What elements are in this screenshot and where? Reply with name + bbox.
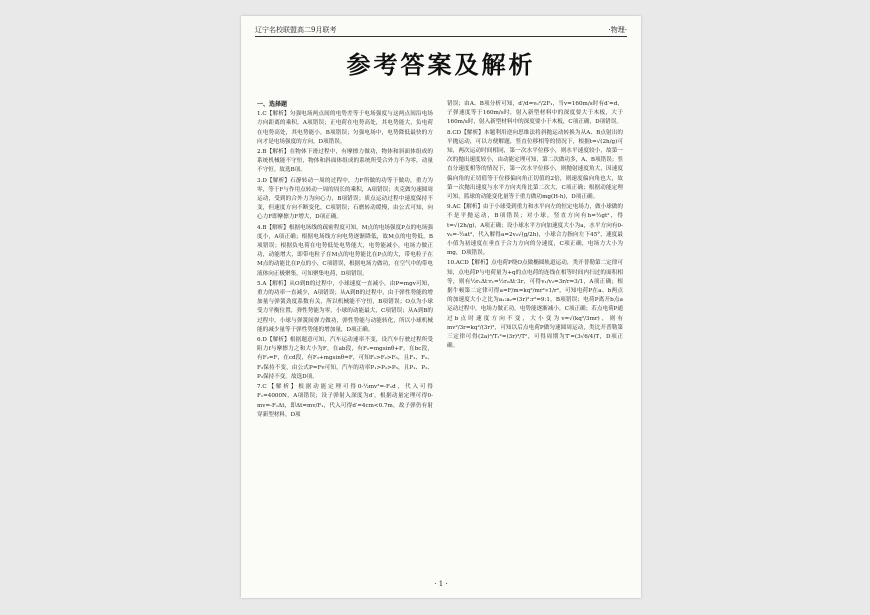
- page-title: 参考答案及解析: [346, 51, 536, 79]
- section-heading: 一、选择题: [257, 101, 288, 108]
- answer-item-1: 1.C【解析】匀强电场两点间的电势差等于电场强度与这两点间沿电场方向距离的乘积，A项错误；正电荷在电势高处，其电势能大，负电荷在电势高处，其电势能小，B项错误；匀强电场中，电势降低最快的方向才是电场强度的方向，D项错误。: [257, 111, 433, 145]
- answer-item-8: 8.CD【解析】本题利用逆向思维法将斜抛运动转换为从A、B点射出的平抛运动，可以方便解题，竖直位移相等的情况下，根据t=√(2h/g)可知，两次运动时间相同，第一次水平位移小，则水平速度较小，故第一次的抛出速度较小，由动能定理可知，第二次做功多，A、B项错误；竖直分速度相等的情况下，第一次水平位移小，则抛射速度角大，因速度偏向角的正切值等于位移偏向角正切值的2倍，则速度偏向角也大，故第一次抛出速度与水平方向夹角比第二次大，C项正确；根据动能定理可知，篮球的动能变化量等于重力做功mg(H-h)，D项正确。: [447, 129, 623, 201]
- answer-item-3: 3.D【解析】石静转动一周的过程中，力F所做的功等于做功，重力为零，等于F与作用点转动一周的周长的乘积，A项错误；夹克做匀速圆周运动，受到的合外力为向心力，B项错误；质点运动过程中速度保持不变，但速度方向不断变化，C项错误；石磨转动缓慢，由公式可知，向心力F即摩擦力F增大，D项正确。: [257, 177, 433, 221]
- document-page: [241, 16, 641, 598]
- header-exam-name: 辽宁名校联盟高二9月联考: [255, 26, 337, 34]
- answer-item-7: 7.C【解析】根据动能定理可得0-½mv²=-F₁d，代入可得F₁=4000N，A项错误；设子弹射入深度为d′，根据动量定理可得0-mv=-F₁Δt，即Δt=mv/F₁，代入可得d′=4cm<0.7m，故子弹仍有射穿新型材料，D项: [257, 384, 433, 418]
- header-subject: ·物理·: [608, 26, 627, 34]
- answer-item-5: 5.A【解析】从O到B的过程中，小球速度一直减小，由P=mgv可知，重力的功率一直减少，A项错误；从A到B的过程中，由于弹性势能的增加量与弹簧劲度系数有关，所以机械能不守恒，B项错误；O点为小球受力平衡位置，弹性势能为零，小球的动能最大，C项错误；从A到B的过程中，小球与弹簧间弹力做功，弹性势能与动能转化，所以小球机械能的减少量等于弹性势能的增加量，D项正确。: [257, 280, 433, 333]
- left-column: [257, 100, 433, 568]
- answer-item-10: 10.ACD【解析】点电荷P绕O点做椭圆轨道运动，类开普勒第二定律可知，点电荷P与电荷量为+q的点电荷的连线在相等时间内扫过的面积相等，则有½r₁Δt·r₁=½r₂Δt·3r，可得v₁/v₂=3r/r=3/1，A项正确；根据牛顿第二定律可得a=F/m=kq²/mr²∝1/r²，可知电荷P在a、b两点的加速度大小之比为a₁:a₂=(3r)²:r²=9:1，B项错误；电荷P离开b点a运动过程中，电场力做正功，电势能逐渐减小，C项正确；若点电荷P通过b点时速度方向不变，大小变为v=√(kq²/3mr)，则有mv²/3r=kq²/(3r)²，可知以后点电荷P做匀速圆周运动，类比开普勒第三定律可得(2a)³/T₁²=(3r)³/T²，可得周期为T′=(3√6/4)T，D项正确。: [447, 260, 623, 350]
- right-column: [447, 100, 623, 568]
- page-number: · 1 ·: [434, 580, 448, 588]
- answer-item-2: 2.B【解析】在物体下滑过程中，有摩擦力做功，物体和斜面体组成的系统机械能不守恒，物体和斜面体组成的系统所受合外力不为零，动量不守恒。故选B项。: [257, 149, 433, 174]
- answer-item-9: 9.AC【解析】由于小球受到重力和水平向左的恒定电场力，做小球做的不是平抛运动，B项错误；对小球，竖直方向有h=½gt²，得t=√(2h/g)，A项正确；设小球水平方向加速度大小为a，水平方向有0-v₀=-½at²，代入解得a=2v₀√(g/2h)，小球合力指向左下45°，速度最小值为初速度在垂直于合力方向的分速度，C项正确，电场力大小为mg，D项错误。: [447, 204, 623, 257]
- answer-item-4: 4.B【解析】根据电场线的疏密程度可知，M点的电场强度P点的电场强度小，A项正确；根据电场线方向电势逐渐降低，故M点的电势低，B项错误；根据负电荷在电势低处电势能大，电势能减小，电场力做正功，动能增大，即带电粒子在M点的电势能比在P点的大，带电粒子在M点的动能比在P点的小，C项错误，根据电场力做功，在空气中的带电液体向正极聚集，可知聚集电荷，D项错误。: [257, 224, 433, 277]
- answer-item-7-cont: 错误；由A、B项分析可知，d′/d=v₀²/2F₁，当v=160m/s时有d′=d，子弹速度等于160m/s时，射入新型材料中的深度要大于木板，大于160m/s时，射入新型材料中的深度要小于木板，C项正确，D项错误。: [447, 101, 623, 126]
- answer-item-6: 6.D【解析】根据题意可知，汽车运动速率不变，设汽车行驶过程所受阻力f与摩擦力之和大小为F，在ab段，有F₁=mgsinθ+F，在bc段，有F₂=F，在cd段，有F₃+mgsinθ=F，可知F₁>F₂>F₃，且F₁、F₂、F₃保持不变，由公式P=Fv可知，汽车的功率P₁>P₂>P₃，且P₁、P₂、P₃保持不变。故选D项。: [257, 337, 433, 380]
- page-header: [255, 24, 627, 37]
